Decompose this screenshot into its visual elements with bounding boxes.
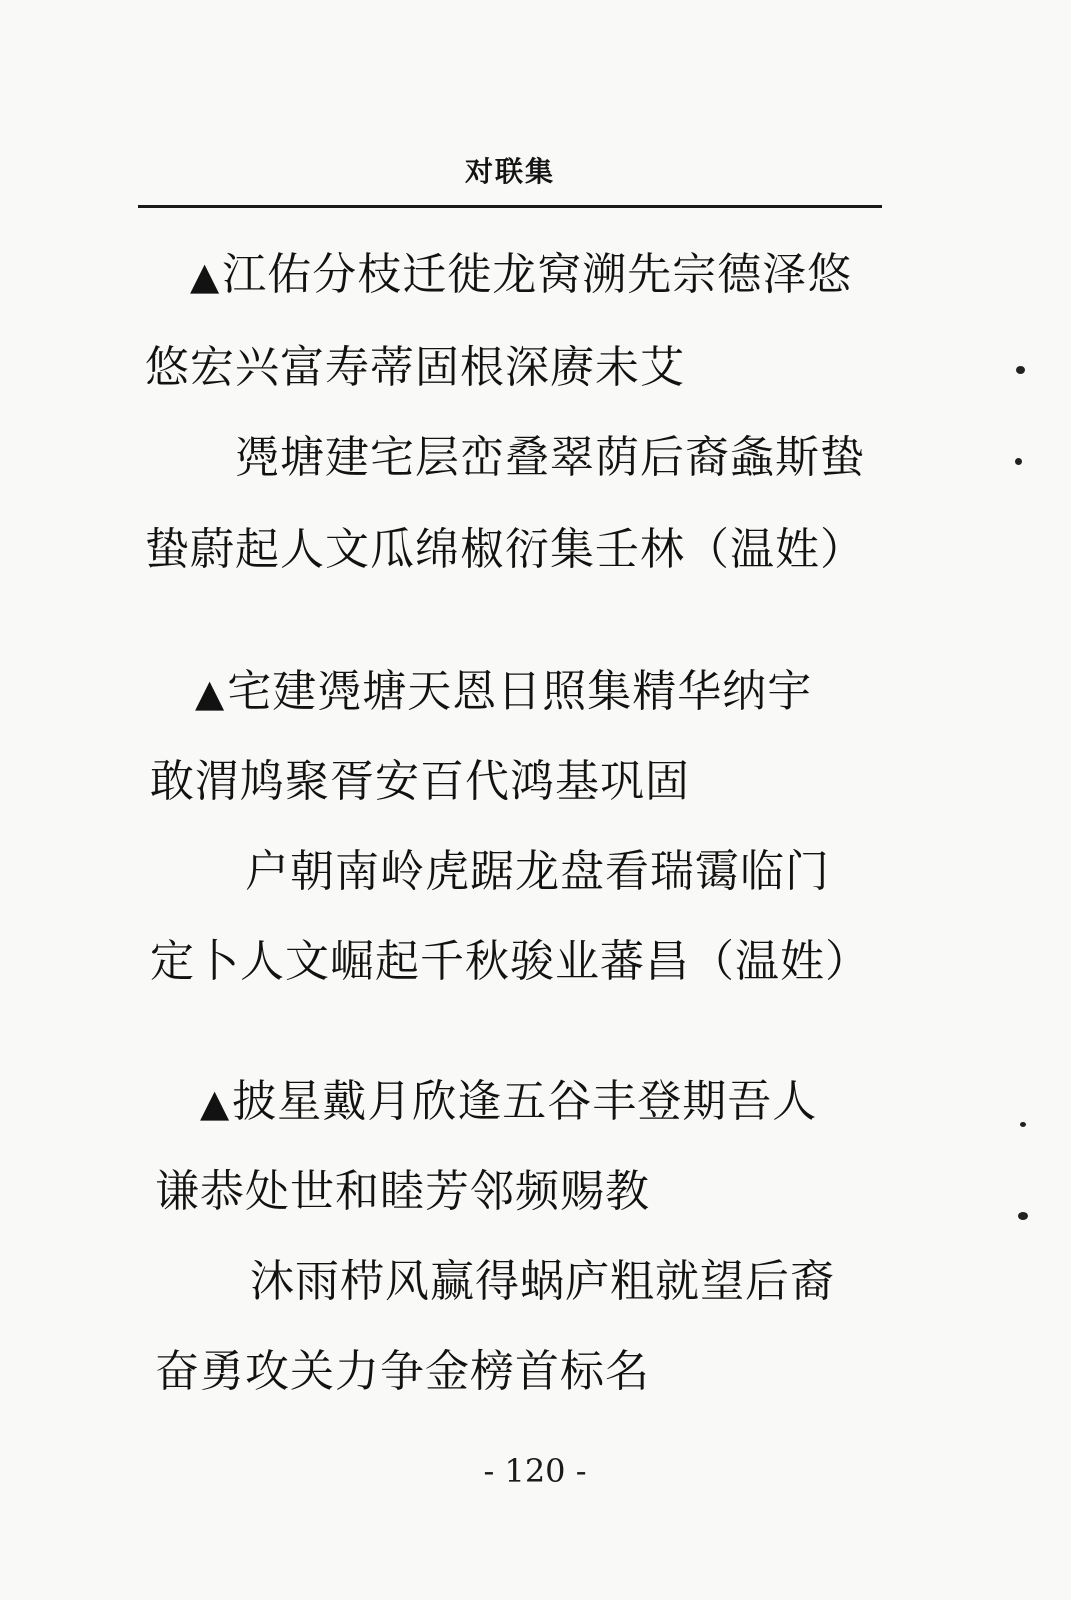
scan-speck	[1016, 366, 1025, 374]
scan-speck	[1018, 1212, 1028, 1220]
couplet-1-line-3: 凴塘建宅层峦叠翠荫后裔螽斯蛰	[235, 432, 865, 483]
couplet-2-line-4: 定卜人文崛起千秋骏业蕃昌（温姓）	[150, 936, 870, 987]
couplet-3-line-4: 奋勇攻关力争金榜首标名	[155, 1346, 650, 1397]
page-number: - 120 -	[483, 1452, 587, 1490]
triangle-marker-icon: ▲	[190, 254, 221, 298]
couplet-2-line-2: 敢渭鸠聚胥安百代鸿基巩固	[150, 756, 690, 807]
scan-speck	[1020, 1122, 1026, 1127]
triangle-marker-icon: ▲	[195, 671, 226, 715]
couplet-3-line-2: 谦恭处世和睦芳邻频赐教	[155, 1166, 650, 1217]
couplet-3-line-1	[200, 1072, 817, 1133]
couplet-text: 宅建凴塘天恩日照集精华纳宇	[227, 666, 813, 717]
running-header: 对联集	[464, 155, 555, 188]
couplet-1-line-2: 悠宏兴富寿蒂固根深赓未艾	[145, 342, 685, 393]
couplet-1-line-4: 蛰蔚起人文瓜绵椒衍集壬林（温姓）	[145, 524, 865, 575]
couplet-2-line-1	[195, 662, 812, 723]
couplet-text: 江佑分枝迁徙龙窝溯先宗德泽悠	[222, 249, 853, 300]
scan-speck	[1015, 458, 1022, 465]
couplet-1-line-1	[190, 245, 852, 306]
triangle-marker-icon: ▲	[200, 1081, 231, 1125]
header-rule	[138, 205, 882, 208]
couplet-3-line-3: 沐雨栉风赢得蜗庐粗就望后裔	[250, 1256, 835, 1307]
couplet-2-line-3: 户朝南岭虎踞龙盘看瑞霭临门	[245, 846, 830, 897]
couplet-text: 披星戴月欣逢五谷丰登期吾人	[232, 1076, 818, 1127]
